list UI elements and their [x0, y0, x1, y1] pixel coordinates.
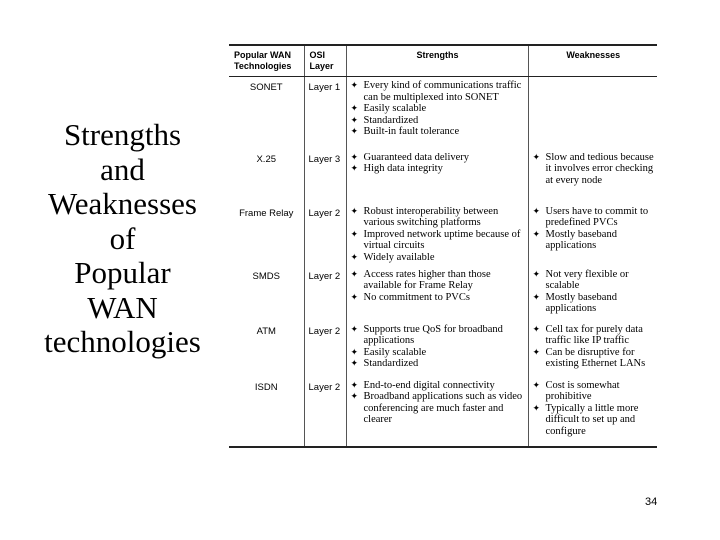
bullet-icon: ✦: [350, 251, 359, 262]
cell-weaknesses: [528, 321, 657, 377]
list-item-text: No commitment to PVCs: [363, 291, 470, 303]
list-item: [351, 324, 525, 347]
list-item-text: Not very flexible or scalable: [545, 268, 629, 292]
title-line: Popular: [74, 255, 171, 290]
list-item-text: End-to-end digital connectivity: [363, 379, 495, 391]
cell-osi-layer: Layer 1: [304, 77, 346, 149]
header-strengths: Strengths: [346, 45, 528, 77]
cell-osi-layer: Layer 2: [304, 321, 346, 377]
cell-strengths: [346, 266, 528, 321]
wan-comparison-table: [229, 44, 657, 448]
table-row: [229, 77, 657, 149]
title-line: Strengths: [63, 117, 182, 152]
list-item-text: Easily scalable: [363, 346, 427, 358]
bullet-icon: ✦: [532, 205, 541, 216]
list-item: [533, 269, 655, 292]
bullet-icon: ✦: [532, 346, 541, 357]
list-item-text: Mostly baseband applications: [545, 228, 617, 252]
list-item-text: Every kind of communications traffic can be multiplexed into SONET: [363, 80, 522, 103]
cell-technology: Frame Relay: [239, 207, 294, 219]
list-item-text: Slow and tedious because it involves error checking at every node: [545, 151, 654, 186]
header-osi-layer: OSI Layer: [304, 45, 346, 77]
list-item: [351, 380, 525, 392]
table-row: [229, 203, 657, 266]
bullet-icon: ✦: [532, 402, 541, 413]
bullet-icon: ✦: [350, 151, 359, 162]
title-line: of: [109, 220, 136, 256]
strengths-list: [351, 380, 525, 426]
bullet-icon: ✦: [350, 291, 359, 302]
list-item: [351, 152, 525, 164]
bullet-icon: ✦: [350, 379, 359, 390]
cell-strengths: [346, 377, 528, 447]
bullet-icon: ✦: [350, 228, 359, 239]
table-header-row: [229, 45, 657, 77]
cell-weaknesses: [528, 203, 657, 266]
table-row: [229, 266, 657, 321]
list-item-text: Can be disruptive for existing Ethernet LANs: [545, 346, 646, 370]
weaknesses-list: [533, 152, 655, 187]
slide-title: [20, 118, 225, 360]
title-line: technologies: [44, 324, 201, 359]
weaknesses-list: [533, 269, 655, 315]
list-item: [351, 80, 525, 103]
list-item: [351, 358, 525, 370]
list-item-text: Typically a little more difficult to set up and configure: [545, 402, 639, 437]
title-line: WAN: [87, 289, 158, 325]
list-item-text: Guaranteed data delivery: [363, 151, 470, 163]
list-item-text: Robust interoperability between various switching platforms: [363, 205, 499, 229]
bullet-icon: ✦: [350, 114, 359, 125]
strengths-list: [351, 80, 525, 138]
bullet-icon: ✦: [350, 80, 359, 90]
list-item-text: Cell tax for purely data traffic like IP traffic: [545, 323, 643, 347]
list-item-text: Easily scalable: [363, 103, 427, 115]
list-item: [351, 126, 525, 138]
list-item: [533, 324, 655, 347]
cell-strengths: [346, 77, 528, 149]
cell-strengths: [346, 149, 528, 203]
bullet-icon: ✦: [350, 391, 359, 402]
cell-osi-layer: Layer 2: [304, 377, 346, 447]
list-item-text: Improved network uptime because of virtual circuits: [363, 228, 521, 252]
bullet-icon: ✦: [532, 379, 541, 390]
cell-technology: SONET: [249, 82, 283, 93]
list-item: [533, 152, 655, 187]
list-item-text: High data integrity: [363, 163, 443, 175]
cell-technology: SMDS: [252, 270, 280, 282]
list-item-text: Broadband applications such as video conferencing are much faster and clearer: [363, 391, 523, 426]
list-item: [351, 269, 525, 292]
strengths-list: [351, 206, 525, 264]
list-item: [351, 252, 525, 264]
bullet-icon: ✦: [350, 163, 359, 174]
strengths-list: [351, 269, 525, 304]
cell-osi-layer: Layer 2: [304, 266, 346, 321]
list-item: [533, 380, 655, 403]
bullet-icon: ✦: [350, 268, 359, 279]
list-item: [351, 115, 525, 127]
bullet-icon: ✦: [532, 291, 541, 302]
bullet-icon: ✦: [350, 103, 359, 114]
bullet-icon: ✦: [350, 358, 359, 369]
header-weaknesses: Weaknesses: [528, 45, 657, 77]
header-technologies: Popular WAN Technologies: [229, 45, 304, 77]
bullet-icon: ✦: [350, 346, 359, 357]
table-row: [229, 377, 657, 447]
list-item: [351, 206, 525, 229]
list-item: [533, 347, 655, 370]
cell-osi-layer: Layer 3: [304, 149, 346, 203]
strengths-list: [351, 324, 525, 370]
list-item-text: Supports true QoS for broadband applications: [363, 323, 503, 347]
bullet-icon: ✦: [350, 323, 359, 334]
table-row: [229, 321, 657, 377]
list-item: [351, 347, 525, 359]
cell-technology: ATM: [256, 325, 276, 337]
cell-strengths: [346, 321, 528, 377]
strengths-list: [351, 152, 525, 175]
cell-weaknesses: [528, 377, 657, 447]
list-item: [351, 391, 525, 426]
bullet-icon: ✦: [350, 126, 359, 137]
list-item: [533, 292, 655, 315]
cell-technology: X.25: [256, 153, 277, 165]
list-item: [533, 403, 655, 438]
cell-weaknesses: [528, 149, 657, 203]
table-row: [229, 149, 657, 203]
list-item: [351, 229, 525, 252]
list-item-text: Mostly baseband applications: [545, 291, 617, 315]
bullet-icon: ✦: [532, 151, 541, 162]
wan-comparison-table-container: [229, 44, 657, 470]
cell-technology: ISDN: [254, 381, 278, 393]
list-item-text: Standardized: [363, 358, 419, 370]
list-item-text: Users have to commit to predefined PVCs: [545, 205, 649, 229]
list-item-text: Cost is somewhat prohibitive: [545, 379, 620, 403]
list-item: [351, 292, 525, 304]
list-item-text: Standardized: [363, 114, 419, 126]
cell-osi-layer: Layer 2: [304, 203, 346, 266]
weaknesses-list: [533, 380, 655, 438]
cell-weaknesses: [528, 266, 657, 321]
cell-strengths: [346, 203, 528, 266]
list-item-text: Built-in fault tolerance: [363, 126, 460, 138]
bullet-icon: ✦: [532, 323, 541, 334]
list-item-text: Widely available: [363, 251, 435, 263]
list-item: [351, 103, 525, 115]
list-item: [351, 163, 525, 175]
bullet-icon: ✦: [532, 268, 541, 279]
weaknesses-list: [533, 324, 655, 370]
page-number: 34: [645, 496, 658, 508]
list-item: [533, 229, 655, 252]
bullet-icon: ✦: [532, 228, 541, 239]
title-line: Weaknesses: [47, 186, 197, 221]
bullet-icon: ✦: [350, 205, 359, 216]
cell-weaknesses: [528, 77, 657, 149]
table-body: [229, 77, 657, 447]
list-item-text: Access rates higher than those available for Frame Relay: [363, 268, 491, 292]
title-line: and: [100, 151, 145, 187]
list-item: [533, 206, 655, 229]
weaknesses-list: [533, 206, 655, 252]
